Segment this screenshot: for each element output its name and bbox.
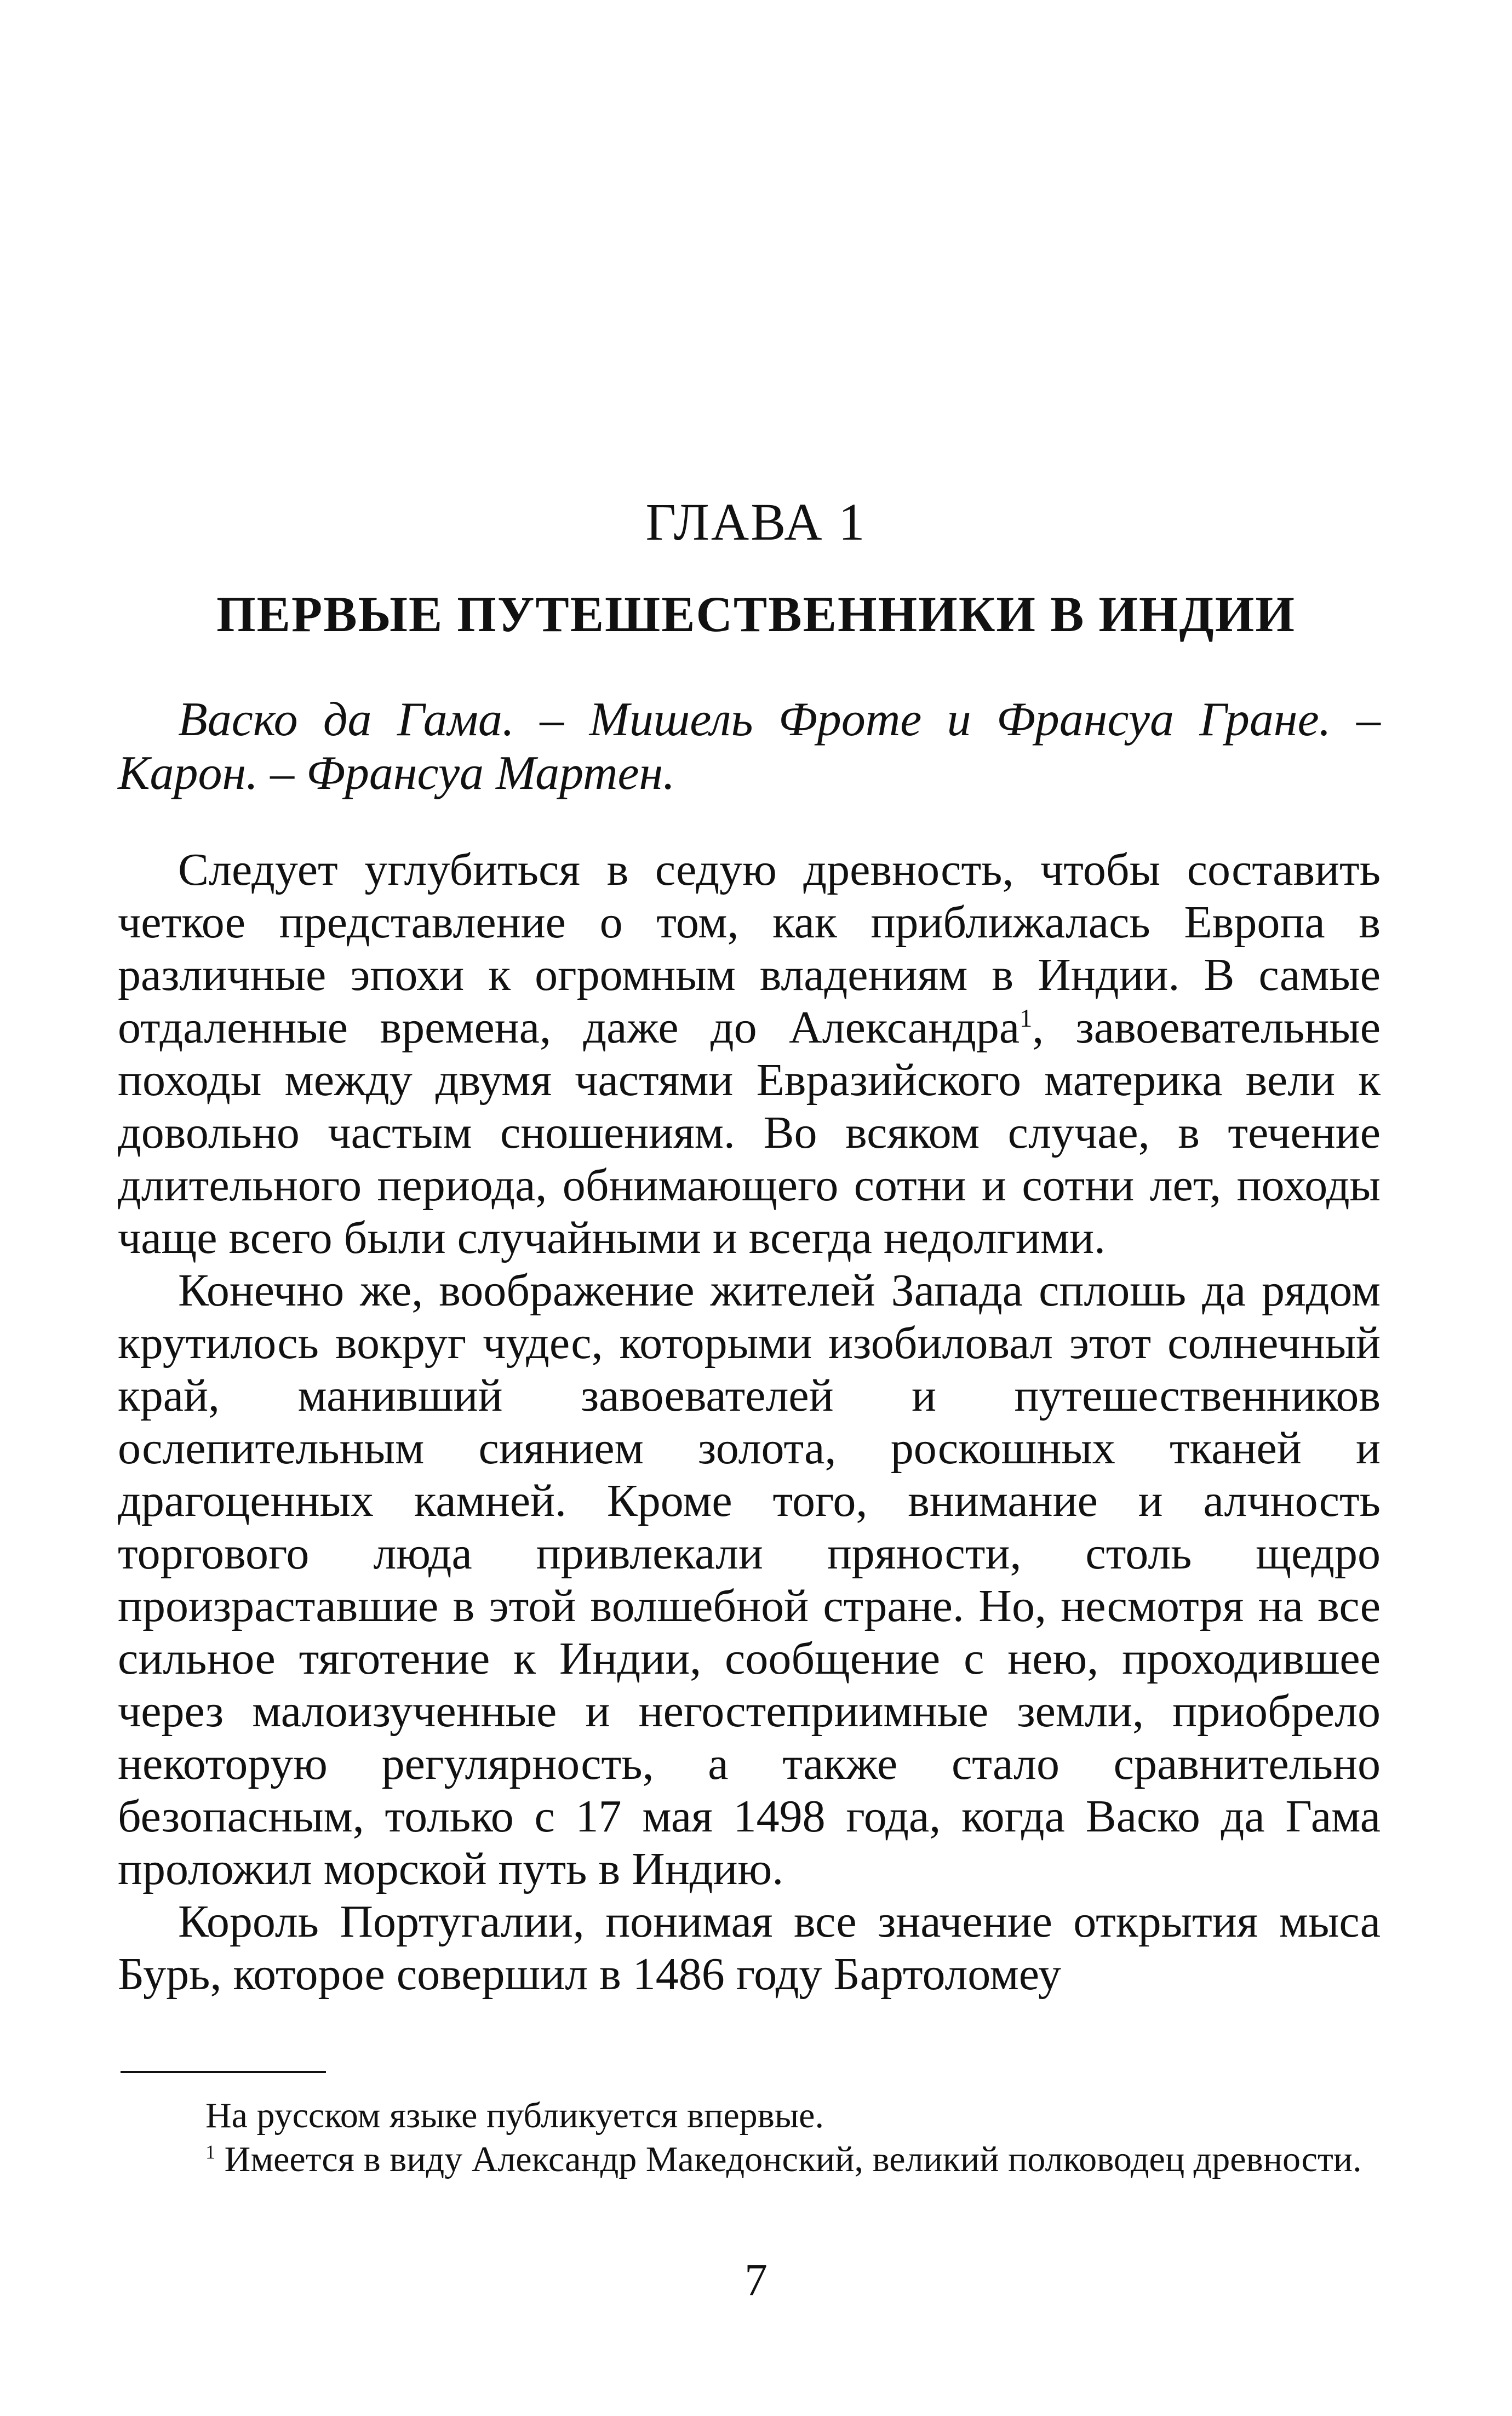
body-text bbox=[118, 844, 1381, 2001]
footnote-1-marker: 1 bbox=[205, 2141, 216, 2163]
paragraph-2: Конечно же, воображение жителей Запада сплошь да рядом крутилось вокруг чудес, которыми изобиловал этот солнечный край, манивший завоевателей и путешественников ослепительным сиянием золота, роскошных тканей и драгоценных камней. Кроме того, внимание и алчность торгового люда привлекали пряности, столь щедро произраставшие в этой волшебной стране. Но, несмотря на все сильное тяготение к Индии, сообщение с нею, проходившее через малоизученные и негостеприимные земли, приобрело некоторую регулярность, а также стало сравнительно безопасным, только с 17 мая 1498 года, когда Васко да Гама проложил морской путь в Индию. bbox=[118, 1265, 1381, 1894]
paragraph-1 bbox=[118, 844, 1381, 1264]
footnote-publication-note: На русском языке публикуется впервые. bbox=[205, 2096, 824, 2136]
page-number: 7 bbox=[744, 2254, 768, 2305]
footnote-1 bbox=[118, 2138, 1381, 2182]
footnote-reference-1: 1 bbox=[1020, 1004, 1033, 1032]
paragraph-1-text-after-note: , завоевательные походы между двумя частями Евразийского материка вели к довольно частым сношениям. Во всяком случае, в течение длительного периода, обнимающего сотни и сотни лет, походы чаще всего были случайными и всегда недолгими. bbox=[118, 1002, 1381, 1263]
footnote-1-text: Имеется в виду Александр Македонский, великий полководец древности. bbox=[224, 2139, 1362, 2179]
paragraph-1-text-before-note: Следует углубиться в седую древность, чтобы составить четкое представление о том, как приближалась Европа в различные эпохи к огромным владениям в Индии. В самые отдаленные времена, даже до Александра bbox=[118, 844, 1381, 1053]
paragraph-3: Король Португалии, понимая все значение открытия мыса Бурь, которое совершил в 1486 году Бартоломеу bbox=[118, 1896, 1381, 2000]
chapter-epigraph: Васко да Гама. – Мишель Фроте и Франсуа Гране. – Карон. – Франсуа Мартен. bbox=[118, 693, 1381, 800]
footnote-divider bbox=[121, 2071, 326, 2073]
chapter-title: ПЕРВЫЕ ПУТЕШЕСТВЕННИКИ В ИНДИИ bbox=[216, 586, 1296, 642]
footnotes bbox=[118, 2094, 1381, 2182]
chapter-label: ГЛАВА 1 bbox=[645, 493, 867, 551]
